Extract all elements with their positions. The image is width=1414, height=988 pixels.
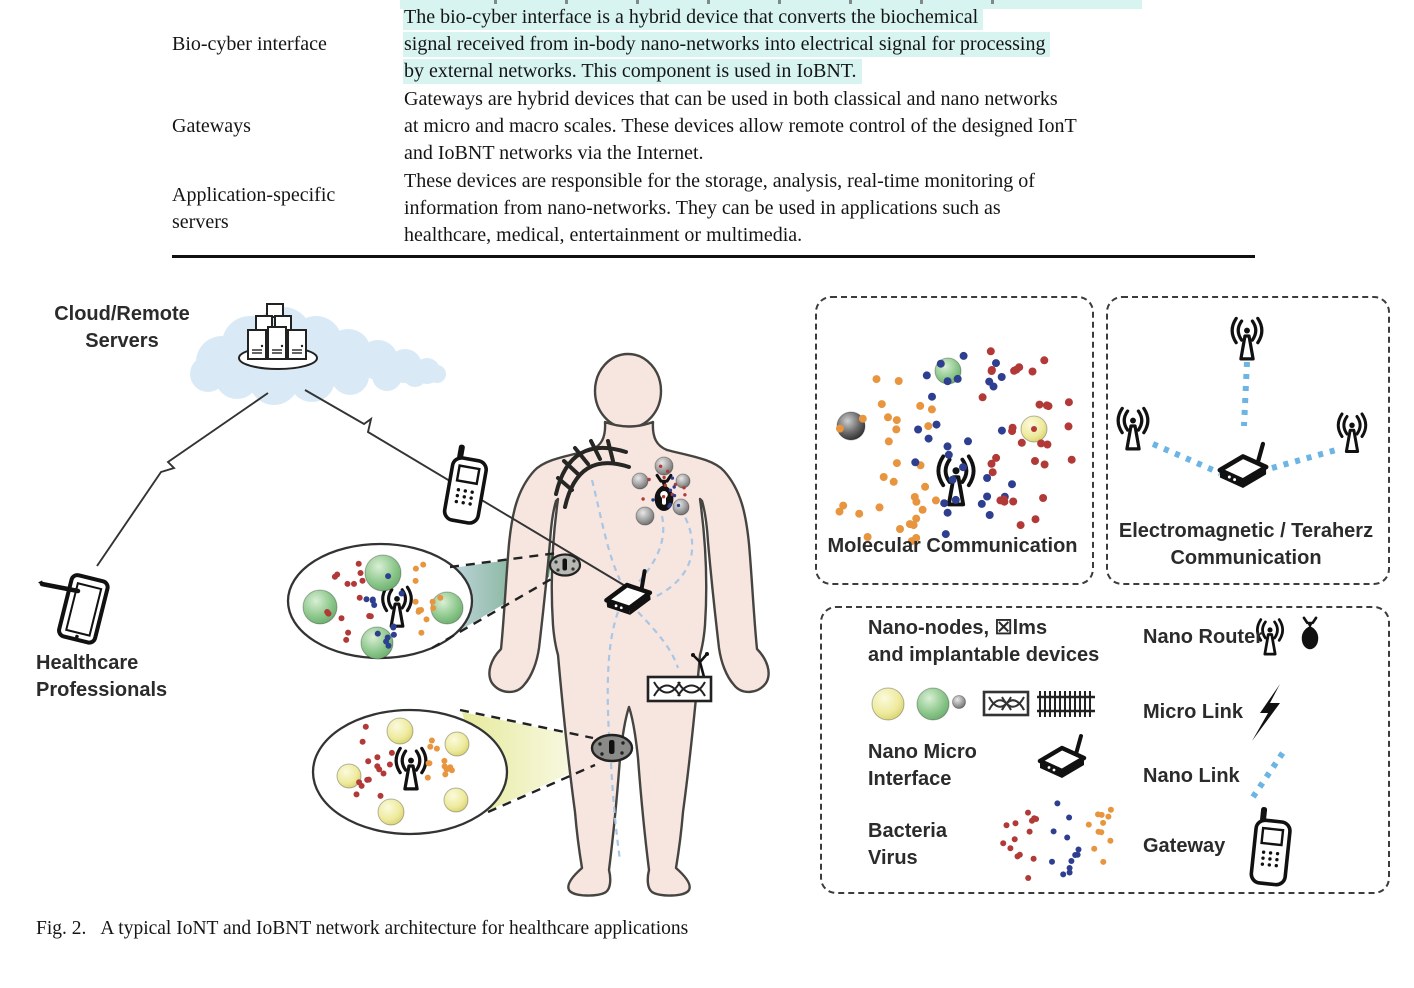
cloud-label: Cloud/Remote Servers: [54, 303, 190, 352]
table-row-label: servers: [172, 211, 229, 233]
arm-implant-icon: [550, 555, 580, 576]
table-cell-line: at micro and macro scales. These devices allow remote control of the designed IonT: [404, 115, 1077, 137]
legend-gateway-label: Gateway: [1143, 835, 1226, 857]
table-cell-line: Gateways are hybrid devices that can be used in both classical and nano networks: [404, 88, 1058, 110]
table-row-label: Gateways: [172, 115, 251, 137]
table-cell-line: signal received from in-body nano-networks into electrical signal for processing: [404, 31, 1050, 58]
table-cell-line: The bio-cyber interface is a hybrid device that converts the biochemical: [404, 4, 983, 31]
legend-bacteria-label: Bacteria Virus: [868, 820, 947, 869]
human-body: [489, 354, 768, 896]
figure-caption: Fig. 2. A typical IoNT and IoBNT network architecture for healthcare applications: [36, 918, 689, 939]
healthcare-tablet-icon: [38, 574, 109, 644]
table-bottom-rule: [172, 255, 1255, 258]
molecular-label: Molecular Communication: [827, 535, 1078, 557]
legend-nano-nodes-label: Nano-nodes, ☒lms and implantable devices: [868, 617, 1100, 666]
legend-nano-router-label: Nano Router: [1143, 626, 1263, 648]
cloud-icon: [190, 304, 446, 405]
gateway-phone-icon: [443, 444, 490, 525]
table-row-label: Bio-cyber interface: [172, 33, 327, 55]
table-cell-line: healthcare, medical, entertainment or multimedia.: [404, 224, 803, 246]
knee-implant-icon: [592, 735, 632, 761]
table-row-label: Application-specific: [172, 184, 336, 206]
table-cell-line: by external networks. This component is used in IoBNT.: [404, 58, 862, 85]
legend-micro-link-label: Micro Link: [1143, 701, 1244, 723]
em-label: Electromagnetic / Teraherz Communication: [1118, 520, 1374, 569]
legend-nano-micro-label: Nano Micro Interface: [868, 741, 977, 790]
table-cell-line: and IoBNT networks via the Internet.: [404, 142, 704, 164]
table-cell-line: information from nano-networks. They can be used in applications such as: [404, 197, 1001, 219]
servers-icon: [239, 304, 317, 369]
healthcare-label: Healthcare Professionals: [36, 652, 168, 701]
table-cell-line: These devices are responsible for the storage, analysis, real-time monitoring of: [404, 170, 1035, 192]
legend-nano-link-label: Nano Link: [1143, 765, 1240, 787]
